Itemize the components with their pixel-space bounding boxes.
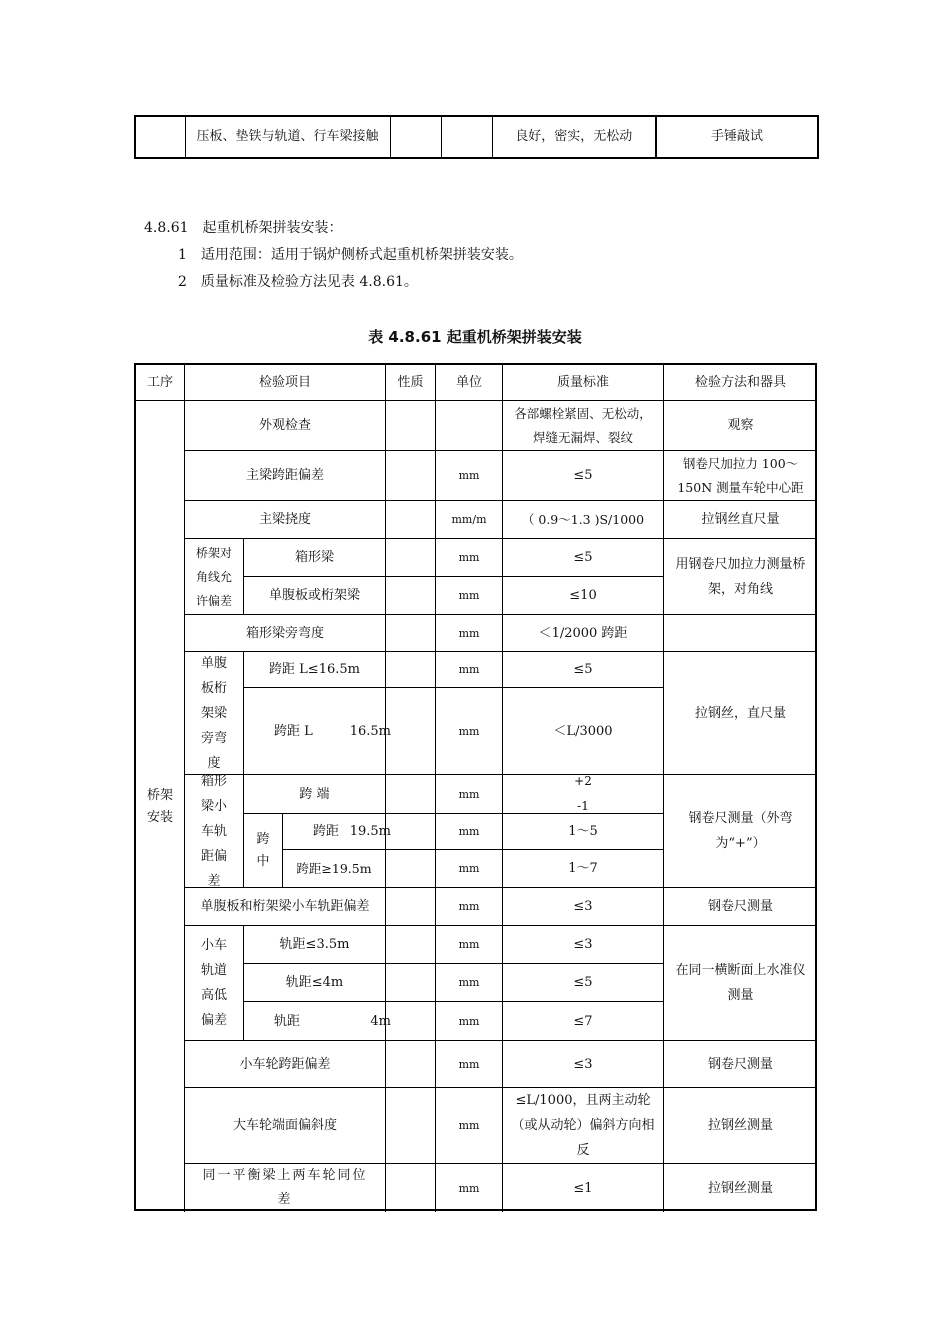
header-process [136, 365, 185, 401]
deflection-nature [386, 501, 436, 539]
ss-small-unit [436, 652, 503, 688]
tg-mid1-item [283, 814, 391, 850]
span-dev-item-text: 主梁跨距偏差 [245, 468, 324, 483]
single-gauge-method-text: 钢卷尺测量 [707, 899, 773, 914]
single-gauge-item [185, 888, 386, 926]
single-gauge-item-text: 单腹板和桁架梁小车轨距偏差 [200, 899, 370, 914]
wheel-span-method-text: 钢卷尺测量 [707, 1056, 773, 1072]
appearance-method [664, 401, 817, 451]
rail3-item-value: 4m [370, 1013, 391, 1029]
deflection-unit [436, 501, 503, 539]
rail1-standard [503, 926, 664, 964]
appearance-nature [386, 401, 436, 451]
process-cell [135, 116, 185, 158]
tg-mid2-item [283, 850, 386, 888]
deflection-standard-text: （ 0.9～1.3 )S/1000 [521, 512, 645, 527]
span-dev-standard-text: ≤5 [573, 468, 593, 483]
box-side-method [664, 615, 817, 652]
tg-mid1-item-value: 19.5m [349, 824, 391, 839]
tg-mid2-unit-text: mm [458, 862, 480, 875]
tg-mid-label-text: 跨中 [256, 831, 270, 869]
ss-small-unit-text: mm [458, 663, 480, 676]
header-standard [503, 365, 664, 401]
ss-large-nature [386, 688, 436, 775]
wheel-span-unit-text: mm [458, 1057, 480, 1071]
box-side-unit [436, 615, 503, 652]
table-row [135, 116, 818, 158]
diag-box-standard-text: ≤5 [573, 550, 593, 565]
standard-cell: 良好，密实，无松动 [492, 116, 656, 158]
single-side-group-text: 单腹板桁架梁旁弯度 [200, 655, 227, 771]
tg-mid1-standard [503, 814, 664, 850]
diag-box-unit-text: mm [458, 551, 480, 564]
rail3-unit [436, 1002, 503, 1041]
tg-mid1-unit [436, 814, 503, 850]
ss-small-standard-text: ≤5 [573, 662, 593, 677]
tg-ends-standard [503, 775, 664, 814]
wheel-span-method [664, 1041, 817, 1088]
balance-item-text: 同一平衡梁上两车轮同位差 [202, 1168, 368, 1207]
single-gauge-standard [503, 888, 664, 926]
wheel-span-standard-text: ≤3 [573, 1056, 593, 1072]
wheel-skew-standard [503, 1088, 664, 1164]
header-nature-text: 性质 [397, 375, 424, 390]
section-heading: 4.8.61 起重机桥架拼装安装： [144, 220, 343, 236]
diag-box-unit [436, 539, 503, 577]
ss-large-item [244, 688, 391, 775]
header-item [185, 365, 386, 401]
appearance-unit [436, 401, 503, 451]
diag-box-item-text: 箱形梁 [294, 550, 334, 565]
diag-method [664, 539, 817, 615]
single-gauge-nature [386, 888, 436, 926]
rail1-standard-text: ≤3 [573, 937, 593, 952]
span-dev-item [185, 451, 386, 501]
wheel-skew-item-text: 大车轮端面偏斜度 [232, 1118, 337, 1133]
table-title: 表 4.8.61 起重机桥架拼装安装 [368, 328, 582, 346]
diag-group [185, 539, 244, 615]
inspection-grid [134, 363, 817, 1211]
rail-group-text: 小车轨道高低偏差 [200, 938, 227, 1028]
tg-ends-standard-plus: +2 [574, 774, 592, 788]
tg-mid1-item-label: 跨距 [313, 824, 340, 839]
diag-box-nature [386, 539, 436, 577]
tg-method-text: 钢卷尺测量（外弯为“+”） [688, 811, 793, 851]
appearance-standard [503, 401, 664, 451]
ss-small-standard [503, 652, 664, 688]
appearance-method-text: 观察 [727, 418, 754, 433]
rail-method-text: 在同一横断面上水准仪测量 [675, 963, 806, 1003]
tg-mid2-standard [503, 850, 664, 888]
wheel-skew-unit-text: mm [458, 1119, 480, 1132]
rail-group [185, 926, 244, 1041]
diag-single-item [244, 577, 386, 615]
span-dev-unit-text: mm [458, 469, 480, 482]
tg-mid2-standard-text: 1～7 [568, 861, 598, 876]
section-line-1: 1 适用范围：适用于锅炉侧桥式起重机桥架拼装安装。 [178, 247, 523, 263]
box-side-nature [386, 615, 436, 652]
header-unit [436, 365, 503, 401]
span-dev-nature [386, 451, 436, 501]
diag-method-text: 用钢卷尺加拉力测量桥架，对角线 [675, 556, 806, 597]
appearance-item-text: 外观检查 [258, 418, 311, 433]
tg-ends-unit-text: mm [458, 787, 480, 801]
diag-single-unit [436, 577, 503, 615]
span-dev-unit [436, 451, 503, 501]
rail2-unit [436, 964, 503, 1002]
balance-standard [503, 1164, 664, 1212]
wheel-skew-unit [436, 1088, 503, 1164]
box-side-standard-text: ＜1/2000 跨距 [538, 625, 628, 641]
single-gauge-method [664, 888, 817, 926]
tg-ends-unit [436, 775, 503, 814]
wheel-span-standard [503, 1041, 664, 1088]
span-dev-method [664, 451, 817, 501]
unit-cell [441, 116, 492, 158]
tg-ends-item [244, 775, 386, 814]
single-gauge-standard-text: ≤3 [573, 899, 593, 914]
balance-item [185, 1164, 386, 1212]
tg-mid1-nature [386, 814, 436, 850]
balance-unit-text: mm [458, 1181, 480, 1195]
box-side-item-text: 箱形梁旁弯度 [245, 625, 324, 641]
rail3-unit-text: mm [458, 1014, 480, 1028]
deflection-unit-text: mm/m [451, 513, 487, 526]
single-side-group [185, 652, 244, 775]
ss-small-nature [386, 652, 436, 688]
wheel-skew-method [664, 1088, 817, 1164]
deflection-method [664, 501, 817, 539]
method-cell: 手锤敲试 [656, 116, 818, 158]
ss-small-item-text: 跨距 L≤16.5m [269, 662, 360, 677]
tg-mid2-unit [436, 850, 503, 888]
single-gauge-unit [436, 888, 503, 926]
rail2-standard-text: ≤5 [573, 975, 593, 990]
deflection-method-text: 拉钢丝直尺量 [701, 512, 780, 527]
tg-mid1-standard-text: 1～5 [568, 824, 598, 839]
span-dev-standard [503, 451, 664, 501]
tg-ends-item-text: 跨 端 [299, 786, 330, 802]
ss-large-unit-text: mm [458, 724, 480, 738]
diag-box-standard [503, 539, 664, 577]
diag-single-unit-text: mm [458, 589, 480, 602]
balance-nature [386, 1164, 436, 1212]
header-item-text: 检验项目 [258, 375, 311, 390]
ss-large-standard [503, 688, 664, 775]
rail3-standard-text: ≤7 [573, 1013, 593, 1029]
rail2-item [244, 964, 386, 1002]
rail3-nature [386, 1002, 436, 1041]
box-side-unit-text: mm [458, 626, 480, 640]
rail1-item-text: 轨距≤3.5m [279, 937, 350, 952]
tg-mid1-unit-text: mm [458, 825, 480, 838]
balance-unit [436, 1164, 503, 1212]
balance-method-text: 拉钢丝测量 [707, 1180, 773, 1196]
tg-method [664, 775, 817, 888]
balance-method [664, 1164, 817, 1212]
single-gauge-unit-text: mm [458, 900, 480, 913]
wheel-skew-nature [386, 1088, 436, 1164]
process-cell-text: 桥架安装 [146, 787, 173, 825]
section-line-2: 2 质量标准及检验方法见表 4.8.61。 [178, 274, 418, 290]
wheel-span-unit [436, 1041, 503, 1088]
header-method [664, 365, 817, 401]
deflection-item-text: 主梁挠度 [258, 512, 311, 527]
wheel-span-item [185, 1041, 386, 1088]
ss-method [664, 652, 817, 775]
ss-large-item-value: 16.5m [349, 723, 391, 739]
rail2-unit-text: mm [458, 976, 480, 989]
span-dev-method-text: 钢卷尺加拉力 100～150N 测量车轮中心距 [677, 455, 804, 495]
item-cell: 压板、垫铁与轨道、行车梁接触 [185, 116, 390, 158]
diag-group-text: 桥架对角线允许偏差 [195, 545, 232, 608]
process-cell [136, 401, 185, 1212]
nature-cell [390, 116, 441, 158]
header-nature [386, 365, 436, 401]
appearance-item [185, 401, 386, 451]
ss-large-item-label: 跨距 L [274, 723, 313, 739]
deflection-item [185, 501, 386, 539]
diag-single-standard [503, 577, 664, 615]
rail1-unit-text: mm [458, 938, 480, 951]
header-unit-text: 单位 [455, 375, 482, 390]
ss-large-unit [436, 688, 503, 775]
header-process-text: 工序 [146, 375, 173, 390]
balance-standard-text: ≤1 [573, 1180, 593, 1196]
rail3-item [244, 1002, 391, 1041]
appearance-standard-text: 各部螺栓紧固、无松动，焊缝无漏焊、裂纹 [514, 405, 652, 445]
trolley-group-text: 箱形梁小车轨距偏差 [200, 773, 227, 889]
box-side-item [185, 615, 386, 652]
ss-large-standard-text: ＜L/3000 [553, 723, 613, 739]
wheel-span-nature [386, 1041, 436, 1088]
rail1-item [244, 926, 386, 964]
wheel-span-item-text: 小车轮跨距偏差 [239, 1056, 331, 1072]
diag-single-item-text: 单腹板或桁架梁 [268, 588, 360, 603]
rail2-nature [386, 964, 436, 1002]
header-standard-text: 质量标准 [556, 375, 609, 390]
wheel-skew-standard-text: ≤L/1000，且两主动轮（或从动轮）偏斜方向相反 [511, 1093, 655, 1158]
box-side-standard [503, 615, 664, 652]
tg-mid-label [244, 814, 283, 888]
rail1-nature [386, 926, 436, 964]
tg-ends-nature [386, 775, 436, 814]
rail1-unit [436, 926, 503, 964]
ss-small-item [244, 652, 386, 688]
rail2-standard [503, 964, 664, 1002]
wheel-skew-item [185, 1088, 386, 1164]
rail3-standard [503, 1002, 664, 1041]
rail3-item-label: 轨距 [274, 1013, 301, 1029]
header-method-text: 检验方法和器具 [694, 375, 786, 390]
tg-mid2-item-text: 跨距≥19.5m [296, 861, 372, 876]
diag-single-nature [386, 577, 436, 615]
trolley-group [185, 775, 244, 888]
tg-mid2-nature [386, 850, 436, 888]
ss-method-text: 拉钢丝，直尺量 [694, 705, 786, 721]
wheel-skew-method-text: 拉钢丝测量 [707, 1118, 773, 1133]
diag-single-standard-text: ≤10 [569, 588, 597, 603]
rail2-item-text: 轨距≤4m [285, 975, 344, 990]
diag-box-item [244, 539, 386, 577]
continuation-table [134, 115, 819, 159]
deflection-standard [503, 501, 664, 539]
rail-method [664, 926, 817, 1041]
tg-ends-standard-minus: -1 [577, 799, 589, 813]
